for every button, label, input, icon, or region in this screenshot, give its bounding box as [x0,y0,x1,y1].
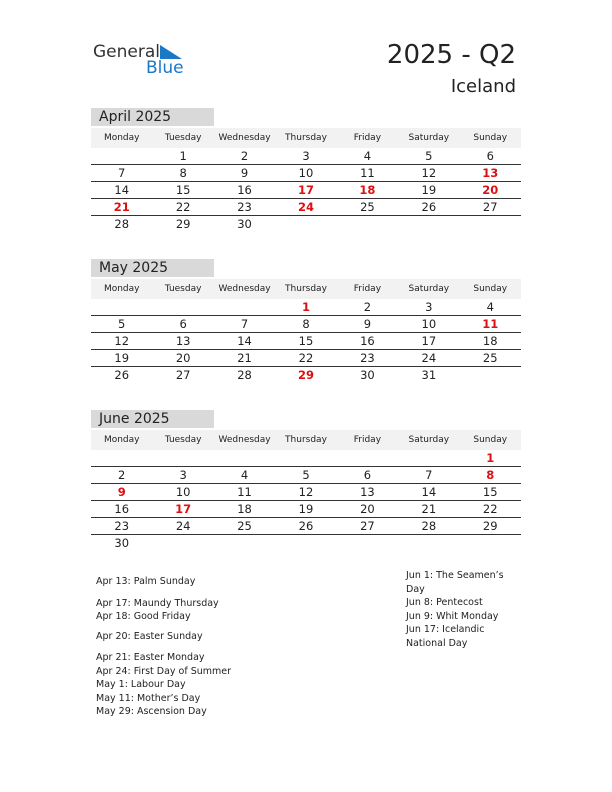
day-cell: 5 [425,149,433,163]
day-cell: 28 [421,519,437,533]
day-cell: 10 [175,485,191,499]
day-cell: 15 [298,334,314,348]
weekday-label: Sunday [473,284,508,294]
note-item: Jun 1: The Seamen’s [406,570,504,581]
day-cell [91,148,152,164]
day-cell: 19 [114,351,130,365]
day-cell: 6 [363,468,372,482]
day-cell: 31 [421,368,437,382]
day-cell: 29 [297,368,314,382]
note-item: Apr 17: Maundy Thursday [96,597,219,609]
day-cell [214,299,275,315]
week-row [91,333,521,350]
day-cell: 1 [486,451,495,465]
month-calendar-june [91,410,521,551]
day-cell: 12 [421,166,437,180]
holiday-notes-left [96,575,231,719]
day-cell [91,450,152,466]
week-row [91,501,521,518]
day-cell [91,299,152,315]
week-row [91,467,521,484]
day-cell [460,535,521,551]
weekday-label: Monday [103,133,140,143]
day-cell: 18 [359,183,376,197]
weekday-label: Tuesday [164,435,202,445]
day-cell: 16 [237,183,252,197]
day-cell: 25 [360,200,375,214]
weekday-label: Monday [103,284,140,294]
day-cell: 27 [175,368,191,382]
week-row [91,518,521,535]
weekday-label: Saturday [408,284,450,294]
day-cell: 24 [297,200,314,214]
day-cell: 29 [482,519,498,533]
note-item: Apr 20: Easter Sunday [96,630,203,642]
note-item: Jun 8: Pentecost [406,597,483,608]
weekday-label: Friday [353,284,382,294]
day-cell: 3 [179,468,187,482]
day-cell: 2 [240,149,249,163]
month-name: April 2025 [91,108,214,126]
day-cell: 29 [175,217,191,231]
note-item: National Day [406,637,468,649]
day-cell [398,216,459,232]
day-cell: 8 [302,317,310,331]
day-cell: 6 [179,317,187,331]
day-cell: 22 [298,351,314,365]
day-cell: 4 [363,149,372,163]
note-item: Jun 17: Icelandic [406,624,485,635]
day-cell: 1 [179,149,187,163]
day-cell: 8 [179,166,187,180]
day-cell: 19 [421,183,437,197]
day-cell: 25 [237,519,252,533]
weekday-header [91,128,521,148]
weekday-label: Wednesday [218,133,271,143]
weekday-header [91,430,521,450]
day-cell: 15 [175,183,191,197]
weekday-label: Wednesday [218,435,271,445]
weekday-label: Saturday [408,435,450,445]
weekday-label: Tuesday [164,133,202,143]
weekday-label: Tuesday [164,284,202,294]
day-cell: 27 [482,200,498,214]
week-row [91,484,521,501]
note-item: May 29: Ascension Day [96,706,207,717]
week-row [91,350,521,367]
day-cell: 21 [237,351,252,365]
month-name: May 2025 [91,259,214,277]
note-item: Apr 18: Good Friday [96,611,191,622]
day-cell [398,450,459,466]
day-cell [337,216,398,232]
day-cell: 20 [482,183,499,197]
day-cell: 9 [363,317,372,331]
day-cell: 26 [298,519,314,533]
day-cell: 2 [363,300,372,314]
day-cell: 25 [482,351,498,365]
week-row [91,450,521,467]
day-cell: 23 [114,519,130,533]
note-item: Apr 24: First Day of Summer [96,665,232,677]
day-cell: 12 [114,334,130,348]
weekday-label: Saturday [408,133,450,143]
day-cell: 22 [175,200,191,214]
day-cell: 24 [175,519,191,533]
day-cell: 3 [425,300,433,314]
day-cell: 13 [360,485,375,499]
brand-logo [93,40,193,80]
day-cell: 20 [360,502,375,516]
day-cell: 19 [298,502,314,516]
day-cell: 21 [113,200,130,214]
day-cell: 28 [237,368,252,382]
day-cell: 4 [486,300,494,314]
week-row [91,316,521,333]
day-cell [214,535,275,551]
day-cell: 20 [175,351,191,365]
week-row [91,182,521,199]
day-cell: 1 [301,300,310,314]
day-cell: 18 [482,334,498,348]
day-cell: 23 [237,200,252,214]
day-cell: 22 [482,502,498,516]
weekday-label: Sunday [473,435,508,445]
weekday-label: Thursday [285,284,327,294]
week-row [91,367,521,383]
day-cell: 11 [237,485,252,499]
day-cell: 26 [421,200,437,214]
day-cell: 30 [360,368,375,382]
day-cell: 17 [421,334,437,348]
day-cell [275,535,336,551]
weekday-label: Friday [353,435,382,445]
day-cell: 16 [360,334,375,348]
note-item: Apr 21: Easter Monday [96,652,205,663]
page-title: 2025 - Q2 [386,40,516,70]
day-cell: 11 [482,317,499,331]
month-name: June 2025 [91,410,214,428]
holiday-notes-right [406,569,504,650]
day-cell [152,299,213,315]
day-cell: 13 [175,334,191,348]
day-cell: 26 [114,368,130,382]
day-cell [152,450,213,466]
day-cell: 5 [302,468,310,482]
day-cell: 10 [298,166,314,180]
day-cell: 17 [297,183,314,197]
day-cell [460,216,521,232]
brand-name-blue: Blue [146,58,184,78]
week-row [91,199,521,216]
day-cell: 7 [240,317,249,331]
day-cell: 14 [114,183,130,197]
week-row [91,299,521,316]
day-cell: 9 [240,166,249,180]
note-item: May 1: Labour Day [96,679,186,690]
weekday-label: Thursday [285,133,327,143]
day-cell: 3 [302,149,310,163]
day-cell: 23 [360,351,375,365]
day-cell: 7 [118,166,126,180]
day-cell [214,450,275,466]
note-item: May 11: Mother’s Day [96,692,201,704]
day-cell: 14 [421,485,437,499]
day-cell [337,450,398,466]
weekday-label: Wednesday [218,284,271,294]
day-cell: 2 [118,468,126,482]
day-cell: 27 [360,519,375,533]
day-cell [398,535,459,551]
weekday-label: Friday [353,133,382,143]
day-cell: 14 [237,334,252,348]
weekday-header [91,279,521,299]
day-cell: 24 [421,351,437,365]
day-cell: 11 [360,166,375,180]
day-cell: 16 [114,502,130,516]
weekday-label: Monday [103,435,140,445]
day-cell: 6 [486,149,494,163]
day-cell: 12 [298,485,314,499]
day-cell: 28 [114,217,130,231]
day-cell: 15 [482,485,498,499]
month-calendar-april [91,108,521,232]
week-row [91,148,521,165]
day-cell: 8 [486,468,495,482]
day-cell: 7 [425,468,433,482]
country-name: Iceland [450,76,516,97]
day-cell: 18 [237,502,252,516]
day-cell [275,216,336,232]
day-cell: 10 [421,317,437,331]
week-row [91,535,521,551]
week-row [91,216,521,232]
month-calendar-may [91,259,521,383]
day-cell: 4 [240,468,249,482]
day-cell: 5 [118,317,126,331]
brand-name-general: General [93,42,160,62]
weekday-label: Sunday [473,133,508,143]
day-cell [152,535,213,551]
weekday-label: Thursday [285,435,327,445]
note-item: Day [406,583,425,595]
day-cell: 9 [117,485,126,499]
day-cell [275,450,336,466]
day-cell: 13 [482,166,499,180]
week-row [91,165,521,182]
day-cell: 30 [237,217,252,231]
note-item: Jun 9: Whit Monday [406,610,499,622]
note-item: Apr 13: Palm Sunday [96,576,196,587]
logo-flag-icon [160,45,182,59]
day-cell [460,367,521,383]
day-cell: 30 [114,536,130,550]
day-cell [337,535,398,551]
day-cell: 17 [175,502,192,516]
day-cell: 21 [421,502,437,516]
